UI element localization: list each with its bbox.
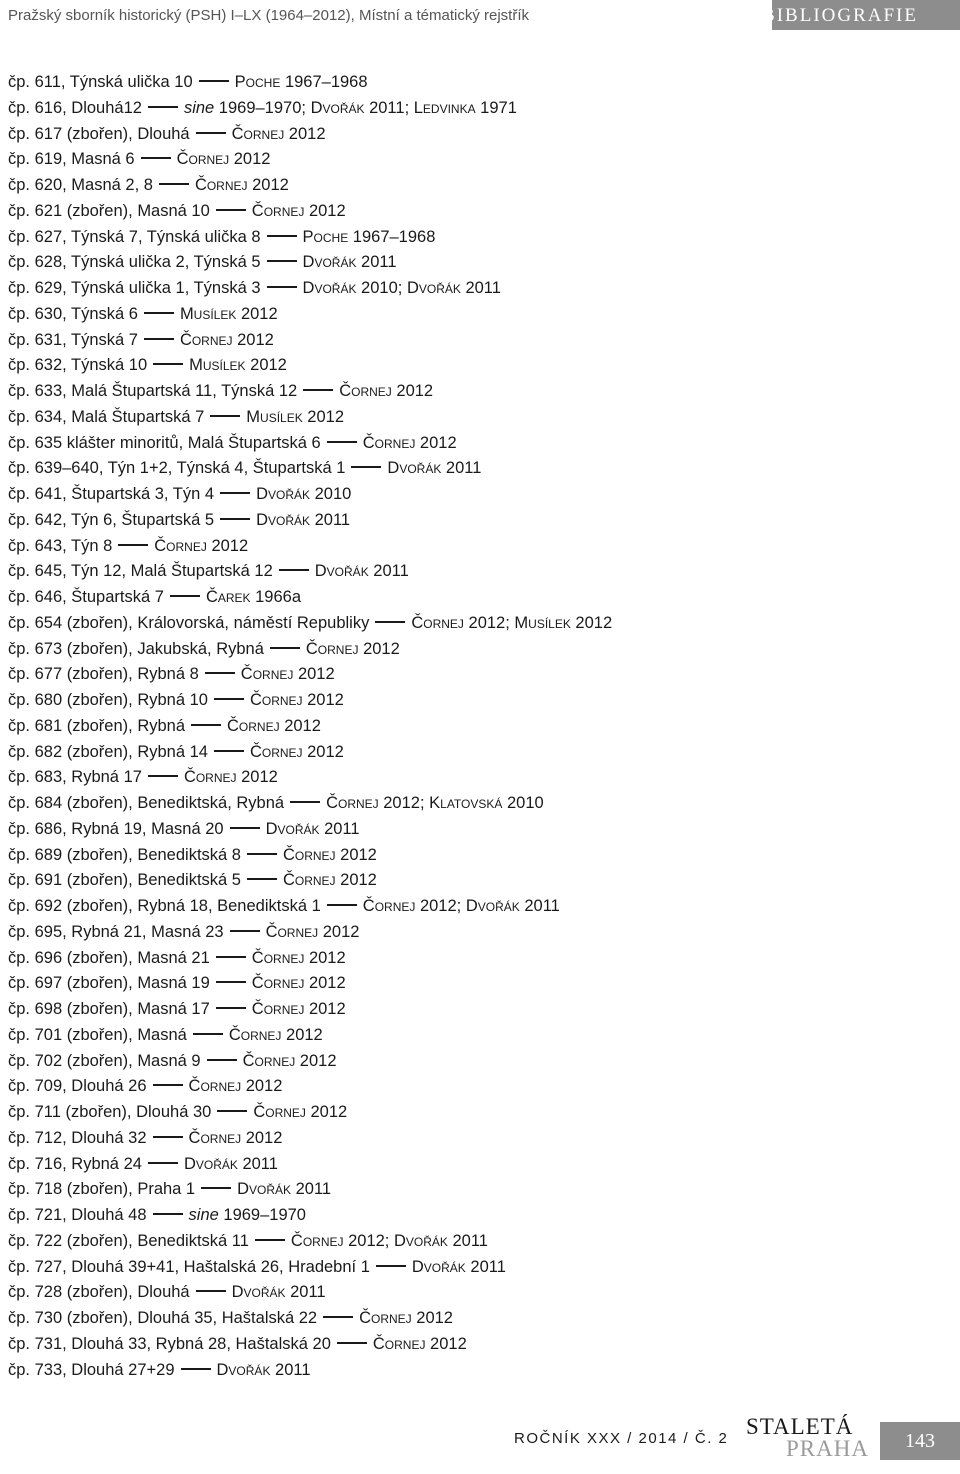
index-entry <box>8 1332 612 1358</box>
entry-text: 2011 <box>237 1154 278 1173</box>
entry-text: čp. 634, Malá Štupartská 7 <box>8 407 205 426</box>
index-entry <box>8 534 612 560</box>
em-dash-separator <box>170 595 200 597</box>
index-entry <box>8 508 612 534</box>
entry-text: čp. 683, Rybná 17 <box>8 768 142 787</box>
index-entry <box>8 946 612 972</box>
em-dash-separator <box>144 338 174 340</box>
entry-text: 2011 <box>291 1180 332 1199</box>
em-dash-separator <box>144 312 174 314</box>
running-title: Pražský sborník historický (PSH) I–LX (1964–2012), Místní a tématický rejstřík <box>8 7 530 24</box>
author-name: Čornej <box>359 1309 412 1327</box>
issue-label: ROČNÍK XXX / 2014 / Č. 2 <box>514 1430 729 1447</box>
index-entry <box>8 662 612 688</box>
index-entry <box>8 1100 612 1126</box>
index-entry <box>8 1280 612 1306</box>
author-name: Poche <box>302 227 349 246</box>
index-entry <box>8 559 612 585</box>
author-name: Čornej <box>282 871 336 890</box>
author-name: Čornej <box>253 1103 306 1121</box>
author-name: Dvořák <box>265 819 320 838</box>
entry-text: čp. 682 (zbořen), Rybná 14 <box>8 742 208 761</box>
entry-text: čp. 733, Dlouhá 27+29 <box>8 1360 175 1379</box>
author-name: Čornej <box>194 176 248 194</box>
author-name: Klatovská <box>429 794 503 812</box>
em-dash-separator <box>210 415 240 417</box>
entry-text: 2011 <box>465 1257 506 1276</box>
em-dash-separator <box>181 1368 211 1370</box>
em-dash-separator <box>148 1162 178 1164</box>
entry-text: 1971 <box>475 98 517 117</box>
index-entry <box>8 817 612 843</box>
entry-text: 2012; <box>343 1231 394 1250</box>
em-dash-separator <box>267 235 297 237</box>
entry-text: 1969–1970 <box>218 1206 306 1224</box>
entry-text: 1967–1968 <box>348 227 436 246</box>
em-dash-separator <box>159 183 189 185</box>
entry-text: 2012; <box>463 613 515 632</box>
entry-text: 2012 <box>281 1025 323 1044</box>
em-dash-separator <box>337 1342 367 1344</box>
entry-text: čp. 643, Týn 8 <box>8 536 113 555</box>
logo-text-bottom: PRAHA <box>786 1436 869 1461</box>
em-dash-separator <box>153 1084 183 1086</box>
entry-text: 2011; <box>364 98 414 117</box>
author-name: Dvořák <box>314 562 369 581</box>
index-entry <box>8 1255 612 1281</box>
entry-text: 2011 <box>447 1231 488 1250</box>
entry-text: 2011 <box>310 510 351 529</box>
entry-text: čp. 616, Dlouhá12 <box>8 98 142 117</box>
entry-text: čp. 686, Rybná 19, Masná 20 <box>8 819 224 838</box>
entry-text: 2012 <box>358 639 400 658</box>
entry-text: 2011 <box>460 279 501 297</box>
author-name: Čornej <box>154 536 207 555</box>
index-entry <box>8 431 612 457</box>
entry-text: 2011 <box>441 459 482 478</box>
entry-text: 2012 <box>318 922 360 941</box>
author-name: Čornej <box>282 845 336 864</box>
author-name: Čornej <box>326 794 379 812</box>
index-entry <box>8 147 612 173</box>
index-entry <box>8 225 612 251</box>
author-name: Dvořák <box>465 897 520 915</box>
author-name: Čornej <box>372 1334 426 1353</box>
entry-text: 2012 <box>305 1103 348 1121</box>
em-dash-separator <box>214 698 244 700</box>
section-label-text: BIBLIOGRAFIE <box>762 5 918 26</box>
journal-logo <box>746 1414 876 1466</box>
entry-text: čp. 673 (zbořen), Jakubská, Rybná <box>8 639 264 658</box>
entry-text: 1966a <box>250 588 301 606</box>
em-dash-separator <box>351 466 381 468</box>
index-entry <box>8 1358 612 1384</box>
author-name: Čornej <box>251 948 305 967</box>
entry-text: čp. 619, Masná 6 <box>8 150 135 169</box>
author-name: Čarek <box>205 588 251 606</box>
index-entry <box>8 456 612 482</box>
em-dash-separator <box>118 544 148 546</box>
em-dash-separator <box>279 569 309 571</box>
index-entry <box>8 353 612 379</box>
entry-text: 2012 <box>335 871 377 890</box>
em-dash-separator <box>193 1033 223 1035</box>
italic-note: sine <box>183 98 215 117</box>
entry-text: 2012 <box>304 948 346 967</box>
entry-text: 2012 <box>229 150 271 169</box>
entry-text: 2012 <box>335 845 377 864</box>
em-dash-separator <box>327 904 357 906</box>
index-entry <box>8 405 612 431</box>
author-name: Čornej <box>251 1000 305 1018</box>
index-entry <box>8 1023 612 1049</box>
entry-text: 2012 <box>206 536 249 555</box>
index-entry <box>8 328 612 354</box>
author-name: Musílek <box>189 356 246 375</box>
index-entry <box>8 276 612 302</box>
em-dash-separator <box>199 80 229 82</box>
index-entry <box>8 791 612 817</box>
entry-text: 2012 <box>302 742 344 761</box>
em-dash-separator <box>216 956 246 958</box>
entry-text: 2012 <box>302 407 345 426</box>
entry-text: 2012 <box>232 330 274 349</box>
author-name: Dvořák <box>256 510 311 529</box>
entry-text: čp. 695, Rybná 21, Masná 23 <box>8 922 224 941</box>
entry-text: 2011 <box>270 1360 311 1379</box>
index-entry <box>8 920 612 946</box>
author-name: Čornej <box>183 768 237 787</box>
author-name: Dvořák <box>411 1257 466 1276</box>
index-entry <box>8 868 612 894</box>
author-name: Dvořák <box>406 279 461 297</box>
page-footer <box>0 1414 960 1474</box>
entry-text: čp. 632, Týnská 10 <box>8 356 148 375</box>
entry-text: čp. 702 (zbořen), Masná 9 <box>8 1051 201 1070</box>
em-dash-separator <box>216 981 246 983</box>
entry-text: čp. 642, Týn 6, Štupartská 5 <box>8 510 215 529</box>
author-name: Čornej <box>188 1128 242 1147</box>
em-dash-separator <box>267 286 297 288</box>
entry-text: 2012 <box>236 304 278 323</box>
index-entry <box>8 971 612 997</box>
entry-text: 2012 <box>304 201 346 220</box>
entry-text: čp. 641, Štupartská 3, Týn 4 <box>8 485 215 503</box>
author-name: Čornej <box>362 897 416 915</box>
em-dash-separator <box>148 775 178 777</box>
entry-text: 2012 <box>302 691 344 709</box>
entry-text: čp. 716, Rybná 24 <box>8 1154 142 1173</box>
entry-text: čp. 617 (zbořen), Dlouhá <box>8 124 190 143</box>
italic-note: sine <box>188 1206 219 1224</box>
index-entry <box>8 688 612 714</box>
entry-text: 1969–1970; <box>214 98 311 117</box>
entry-text: čp. 620, Masná 2, 8 <box>8 176 153 194</box>
author-name: Musílek <box>514 613 571 632</box>
em-dash-separator <box>220 492 250 494</box>
em-dash-separator <box>205 672 235 674</box>
author-name: Čornej <box>251 201 305 220</box>
entry-text: 2012 <box>295 1051 337 1070</box>
index-entry <box>8 302 612 328</box>
index-entry <box>8 894 612 920</box>
entry-text: čp. 628, Týnská ulička 2, Týnská 5 <box>8 253 261 272</box>
author-name: Čornej <box>176 150 230 169</box>
index-entry <box>8 714 612 740</box>
em-dash-separator <box>153 1136 183 1138</box>
index-entry <box>8 250 612 276</box>
index-entry <box>8 740 612 766</box>
author-name: Čornej <box>242 1051 296 1070</box>
entry-text: čp. 639–640, Týn 1+2, Týnská 4, Štupartská 1 <box>8 459 346 478</box>
page-header <box>0 0 960 36</box>
entry-text: 2012 <box>415 433 457 452</box>
entry-text: 2010 <box>310 485 352 503</box>
entry-text: 1967–1968 <box>280 73 368 91</box>
entry-text: 2012 <box>304 1000 346 1018</box>
entry-text: čp. 712, Dlouhá 32 <box>8 1128 147 1147</box>
entry-text: čp. 697 (zbořen), Masná 19 <box>8 974 210 993</box>
entry-text: čp. 627, Týnská 7, Týnská ulička 8 <box>8 227 261 246</box>
author-name: Čornej <box>188 1077 242 1096</box>
logo-text-top: STALETÁ <box>746 1414 854 1439</box>
entry-text: čp. 731, Dlouhá 33, Rybná 28, Haštalská 20 <box>8 1334 331 1353</box>
em-dash-separator <box>323 1316 353 1318</box>
entry-text: 2011 <box>285 1283 326 1302</box>
entry-text: 2010 <box>502 794 544 812</box>
index-entry <box>8 611 612 637</box>
em-dash-separator <box>267 260 297 262</box>
index-entry <box>8 1203 612 1229</box>
em-dash-separator <box>214 750 244 752</box>
em-dash-separator <box>216 209 246 211</box>
entry-text: čp. 677 (zbořen), Rybná 8 <box>8 665 199 684</box>
author-name: Čornej <box>339 382 392 400</box>
index-entry <box>8 379 612 405</box>
em-dash-separator <box>141 157 171 159</box>
em-dash-separator <box>217 1110 247 1112</box>
entry-text: 2012 <box>284 124 326 143</box>
entry-text: čp. 684 (zbořen), Benediktská, Rybná <box>8 794 285 812</box>
em-dash-separator <box>191 724 221 726</box>
entry-text: čp. 701 (zbořen), Masná <box>8 1025 187 1044</box>
entry-text: 2012 <box>304 974 346 993</box>
author-name: Čornej <box>227 716 280 735</box>
em-dash-separator <box>255 1239 285 1241</box>
author-name: Dvořák <box>302 279 357 297</box>
index-entry <box>8 122 612 148</box>
index-entry <box>8 1126 612 1152</box>
author-name: Dvořák <box>302 253 357 272</box>
entry-text: 2012 <box>241 1077 283 1096</box>
entry-text: 2012 <box>236 768 278 787</box>
entry-text: čp. 635 klášter minoritů, Malá Štupartská 6 <box>8 433 321 452</box>
em-dash-separator <box>375 621 405 623</box>
entry-text: čp. 730 (zbořen), Dlouhá 35, Haštalská 22 <box>8 1309 318 1327</box>
index-entry <box>8 173 612 199</box>
entry-text: 2012 <box>411 1309 453 1327</box>
em-dash-separator <box>196 132 226 134</box>
entry-text: čp. 696 (zbořen), Masná 21 <box>8 948 210 967</box>
index-entry <box>8 70 612 96</box>
index-entry <box>8 199 612 225</box>
em-dash-separator <box>376 1265 406 1267</box>
author-name: Čornej <box>265 922 319 941</box>
entry-text: čp. 646, Štupartská 7 <box>8 588 164 606</box>
entry-text: 2012 <box>247 176 289 194</box>
entry-text: čp. 611, Týnská ulička 10 <box>8 73 193 91</box>
entry-text: 2012; <box>415 897 466 915</box>
author-name: Čornej <box>251 974 305 993</box>
entry-text: čp. 727, Dlouhá 39+41, Haštalská 26, Hradební 1 <box>8 1257 370 1276</box>
entry-text: 2011 <box>519 897 560 915</box>
entry-text: čp. 698 (zbořen), Masná 17 <box>8 1000 210 1018</box>
index-entry-list <box>8 70 612 1383</box>
entry-text: 2012 <box>570 613 613 632</box>
author-name: Dvořák <box>310 98 365 117</box>
em-dash-separator <box>230 827 260 829</box>
em-dash-separator <box>247 853 277 855</box>
entry-text: 2012 <box>293 665 335 684</box>
author-name: Čornej <box>240 665 294 684</box>
index-entry <box>8 1074 612 1100</box>
entry-text: 2012 <box>425 1334 467 1353</box>
em-dash-separator <box>153 363 183 365</box>
entry-text: čp. 692 (zbořen), Rybná 18, Benediktská 1 <box>8 897 321 915</box>
author-name: Čornej <box>305 639 359 658</box>
em-dash-separator <box>290 801 320 803</box>
entry-text: 2011 <box>368 562 409 581</box>
em-dash-separator <box>230 930 260 932</box>
author-name: Poche <box>234 73 281 91</box>
index-entry <box>8 1177 612 1203</box>
index-entry <box>8 1306 612 1332</box>
entry-text: čp. 722 (zbořen), Benediktská 11 <box>8 1231 249 1250</box>
entry-text: čp. 689 (zbořen), Benediktská 8 <box>8 845 241 864</box>
author-name: Dvořák <box>387 459 442 478</box>
entry-text: 2012 <box>245 356 287 375</box>
index-entry <box>8 1152 612 1178</box>
entry-text: čp. 681 (zbořen), Rybná <box>8 716 186 735</box>
entry-text: čp. 691 (zbořen), Benediktská 5 <box>8 871 241 890</box>
em-dash-separator <box>247 878 277 880</box>
author-name: Musílek <box>246 407 303 426</box>
entry-text: čp. 680 (zbořen), Rybná 10 <box>8 691 208 709</box>
em-dash-separator <box>303 389 333 391</box>
index-entry <box>8 482 612 508</box>
index-entry <box>8 1229 612 1255</box>
em-dash-separator <box>201 1187 231 1189</box>
em-dash-separator <box>207 1059 237 1061</box>
em-dash-separator <box>270 647 300 649</box>
entry-text: čp. 631, Týnská 7 <box>8 330 138 349</box>
em-dash-separator <box>327 441 357 443</box>
author-name: Ledvinka <box>413 98 476 117</box>
author-name: Čornej <box>362 433 416 452</box>
entry-text: čp. 633, Malá Štupartská 11, Týnská 12 <box>8 382 298 400</box>
section-label <box>762 0 960 30</box>
entry-text: 2012 <box>391 382 434 400</box>
author-name: Čornej <box>249 742 303 761</box>
entry-text: čp. 621 (zbořen), Masná 10 <box>8 201 210 220</box>
author-name: Čornej <box>249 691 303 709</box>
em-dash-separator <box>196 1290 226 1292</box>
author-name: Čornej <box>179 330 233 349</box>
index-entry <box>8 765 612 791</box>
index-entry <box>8 1049 612 1075</box>
author-name: Dvořák <box>216 1360 271 1379</box>
index-entry <box>8 637 612 663</box>
entry-text: čp. 645, Týn 12, Malá Štupartská 12 <box>8 562 273 581</box>
author-name: Čornej <box>228 1025 282 1044</box>
entry-text: čp. 718 (zbořen), Praha 1 <box>8 1180 196 1199</box>
em-dash-separator <box>220 518 250 520</box>
entry-text: čp. 728 (zbořen), Dlouhá <box>8 1283 190 1302</box>
em-dash-separator <box>153 1213 183 1215</box>
index-entry <box>8 96 612 122</box>
index-entry <box>8 997 612 1023</box>
author-name: Dvořák <box>183 1154 238 1173</box>
index-entry <box>8 585 612 611</box>
entry-text: 2012 <box>279 716 321 735</box>
author-name: Čornej <box>411 613 464 632</box>
entry-text: čp. 711 (zbořen), Dlouhá 30 <box>8 1103 212 1121</box>
entry-text: 2011 <box>356 253 397 272</box>
entry-text: čp. 654 (zbořen), Královorská, náměstí Republiky <box>8 613 370 632</box>
author-name: Čornej <box>290 1231 344 1250</box>
em-dash-separator <box>216 1007 246 1009</box>
author-name: Dvořák <box>237 1180 292 1199</box>
author-name: Dvořák <box>231 1283 286 1302</box>
author-name: Musílek <box>179 304 237 323</box>
entry-text: čp. 721, Dlouhá 48 <box>8 1206 147 1224</box>
entry-text: čp. 709, Dlouhá 26 <box>8 1077 147 1096</box>
entry-text: 2012 <box>241 1128 283 1147</box>
author-name: Dvořák <box>393 1231 448 1250</box>
em-dash-separator <box>148 106 178 108</box>
entry-text: 2011 <box>319 819 360 838</box>
author-name: Dvořák <box>256 485 311 503</box>
entry-text: čp. 629, Týnská ulička 1, Týnská 3 <box>8 279 261 297</box>
entry-text: čp. 630, Týnská 6 <box>8 304 138 323</box>
index-entry <box>8 843 612 869</box>
author-name: Čornej <box>231 124 285 143</box>
entry-text: 2010; <box>356 279 407 297</box>
page-number: 143 <box>880 1422 960 1460</box>
entry-text: 2012; <box>378 794 430 812</box>
